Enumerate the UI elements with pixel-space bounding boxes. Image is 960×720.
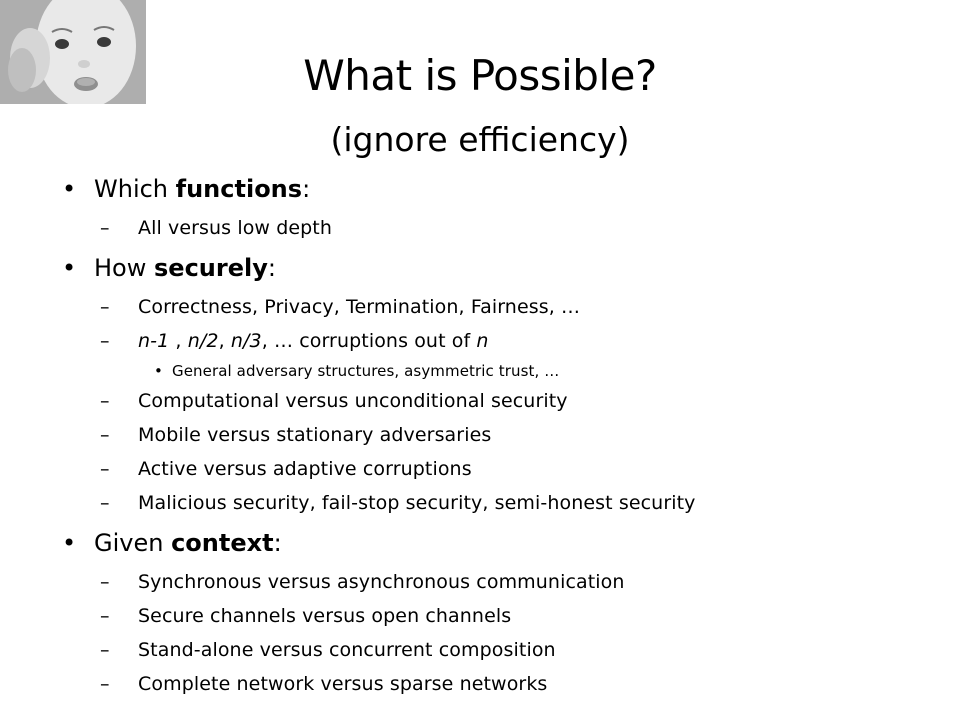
dash-icon: –	[100, 390, 110, 412]
dash-icon: –	[100, 330, 110, 352]
dash-icon: –	[100, 217, 110, 239]
subitem-text: Complete network versus sparse networks	[138, 673, 548, 695]
subitem-text: All versus low depth	[138, 217, 333, 239]
subitem	[62, 633, 942, 667]
slide-content	[62, 166, 942, 701]
subitem	[62, 667, 942, 701]
subitem-text: Computational versus unconditional security	[138, 390, 568, 412]
subitem	[62, 486, 942, 520]
dash-icon: –	[100, 296, 110, 318]
subitem	[62, 599, 942, 633]
bullet-text: How securely:	[94, 254, 276, 282]
subitem	[62, 418, 942, 452]
dash-icon: –	[100, 458, 110, 480]
subitem	[62, 290, 942, 324]
bullet-context	[62, 524, 942, 562]
dash-icon: –	[100, 571, 110, 593]
subitem	[62, 452, 942, 486]
sub-subitem-text: General adversary structures, asymmetric trust, …	[172, 362, 560, 380]
bullet-text: Which functions:	[94, 175, 311, 203]
subitem-text: Synchronous versus asynchronous communication	[138, 571, 625, 593]
bullet-functions	[62, 170, 942, 208]
subitem-text: Stand-alone versus concurrent composition	[138, 639, 556, 661]
subitem	[62, 565, 942, 599]
subitem-text: Secure channels versus open channels	[138, 605, 512, 627]
subitem-text: Mobile versus stationary adversaries	[138, 424, 492, 446]
dash-icon: –	[100, 605, 110, 627]
dash-icon: –	[100, 492, 110, 514]
subitem-text: Active versus adaptive corruptions	[138, 458, 472, 480]
bullet-icon: •	[62, 529, 77, 557]
subitem	[62, 211, 942, 245]
subitem-text: n-1 , n/2, n/3, … corruptions out of n	[138, 330, 489, 352]
bullet-icon: •	[62, 254, 77, 282]
subitem-text: Malicious security, fail-stop security, semi-honest security	[138, 492, 696, 514]
dash-icon: –	[100, 424, 110, 446]
slide-subtitle: (ignore efficiency)	[330, 120, 630, 159]
bullet-icon: •	[154, 362, 163, 380]
bullet-text: Given context:	[94, 529, 282, 557]
dash-icon: –	[100, 639, 110, 661]
sub-subitem	[62, 358, 942, 384]
bullet-icon: •	[62, 175, 77, 203]
slide-title: What is Possible?	[303, 51, 657, 100]
bullet-keyword: securely	[154, 254, 268, 282]
bullet-keyword: functions	[175, 175, 303, 203]
subitem	[62, 384, 942, 418]
bullet-securely	[62, 249, 942, 287]
subitem-corruptions	[62, 324, 942, 358]
subitem-text: Correctness, Privacy, Termination, Fairness, …	[138, 296, 581, 318]
dash-icon: –	[100, 673, 110, 695]
bullet-keyword: context	[171, 529, 274, 557]
